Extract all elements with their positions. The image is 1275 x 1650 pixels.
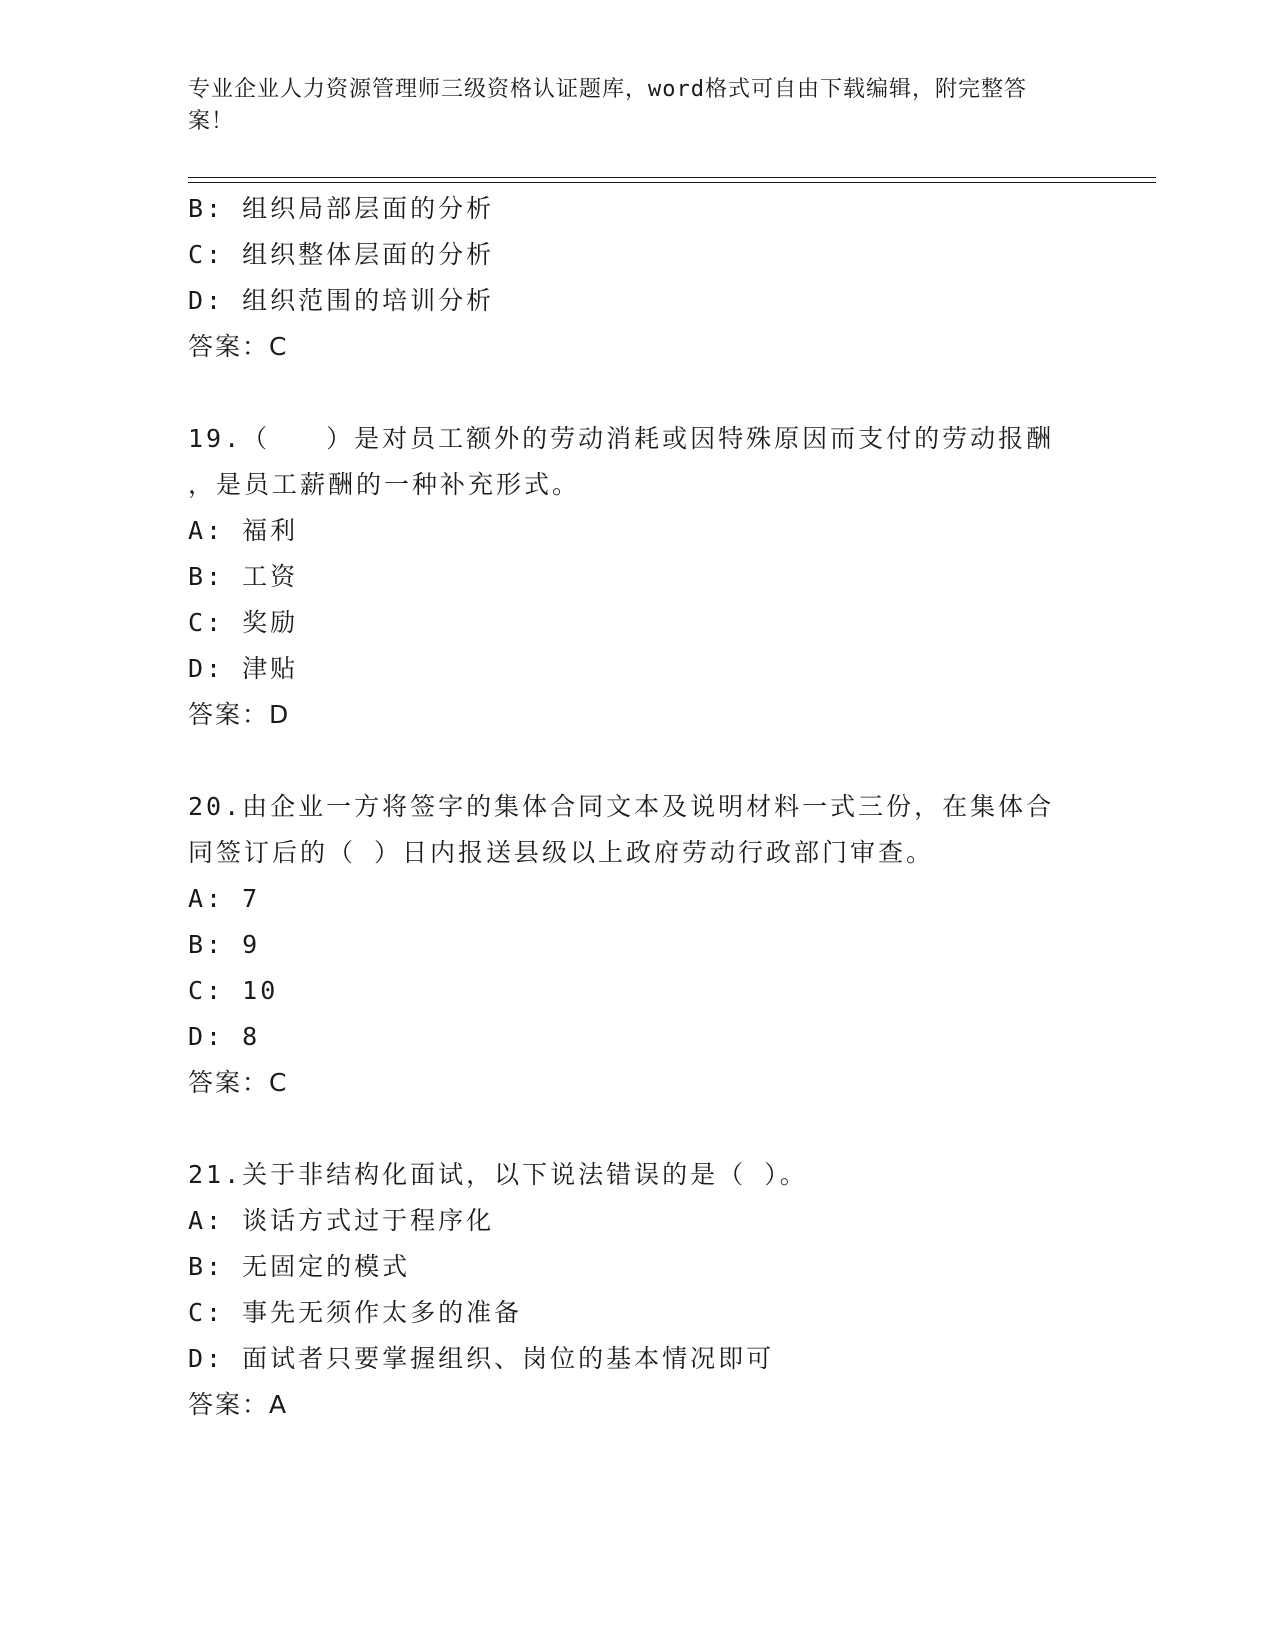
option-b: B: 无固定的模式 (188, 1252, 411, 1281)
option-a: A: 福利 (188, 516, 299, 545)
header-divider-top (188, 177, 1156, 178)
question-stem: 19.（ ）是对员工额外的劳动消耗或因特殊原因而支付的劳动报酬 (188, 424, 1055, 453)
question-stem: 同签订后的（ ）日内报送县级以上政府劳动行政部门审查。 (188, 838, 935, 867)
option-d: D: 组织范围的培训分析 (188, 286, 495, 315)
option-d: D: 面试者只要掌握组织、岗位的基本情况即可 (188, 1344, 775, 1373)
question-stem: 21.关于非结构化面试，以下说法错误的是（ ）。 (188, 1160, 808, 1189)
question-19 (188, 416, 1088, 738)
header-divider-bottom (188, 182, 1156, 183)
option-c: C: 奖励 (188, 608, 299, 637)
answer: 答案：D (188, 700, 291, 729)
question-21 (188, 1152, 1088, 1428)
option-d: D: 8 (188, 1022, 261, 1051)
option-b: B: 组织局部层面的分析 (188, 194, 495, 223)
option-d: D: 津贴 (188, 654, 299, 683)
question-18-tail (188, 186, 1088, 370)
question-stem: ，是员工薪酬的一种补充形式。 (188, 470, 581, 499)
answer: 答案：C (188, 332, 289, 361)
question-list (188, 186, 1088, 1428)
option-c: C: 事先无须作太多的准备 (188, 1298, 523, 1327)
answer: 答案：C (188, 1068, 289, 1097)
option-a: A: 7 (188, 884, 261, 913)
option-b: B: 工资 (188, 562, 299, 591)
option-b: B: 9 (188, 930, 261, 959)
option-c: C: 组织整体层面的分析 (188, 240, 495, 269)
option-a: A: 谈话方式过于程序化 (188, 1206, 495, 1235)
question-20 (188, 784, 1088, 1106)
answer: 答案：A (188, 1390, 289, 1419)
document-header: 专业企业人力资源管理师三级资格认证题库，word格式可自由下载编辑，附完整答案！ (188, 77, 1027, 134)
question-stem: 20.由企业一方将签字的集体合同文本及说明材料一式三份，在集体合 (188, 792, 1055, 821)
option-c: C: 10 (188, 976, 279, 1005)
